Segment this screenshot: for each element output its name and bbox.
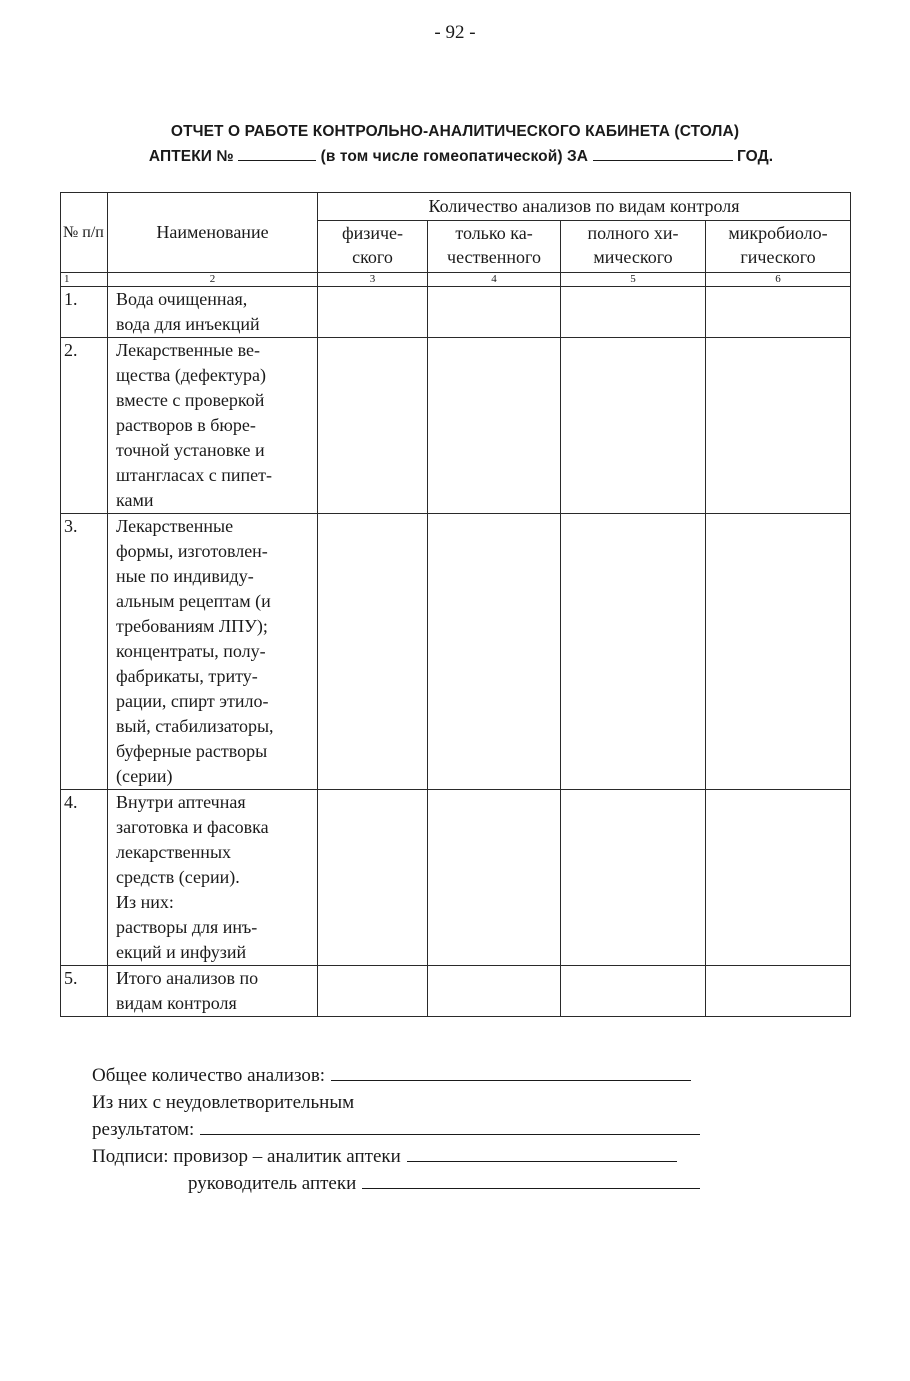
header-column-3: физиче- ского — [318, 221, 428, 273]
signature-analyst-label: Подписи: провизор – аналитик аптеки — [92, 1146, 401, 1167]
row-name-line: средств (серии). — [116, 867, 240, 887]
analysis-count-cell[interactable] — [428, 966, 561, 1017]
row-name-line: ные по индивиду- — [116, 566, 254, 586]
column-index: 1 — [61, 273, 108, 287]
row-name-line: концентраты, полу- — [116, 641, 266, 661]
row-name-line: (серии) — [116, 766, 173, 786]
analysis-count-cell[interactable] — [318, 790, 428, 966]
row-name-line: рации, спирт этило- — [116, 691, 269, 711]
analysis-count-cell[interactable] — [428, 790, 561, 966]
column-index: 2 — [108, 273, 318, 287]
row-name-line: Внутри аптечная — [116, 792, 246, 812]
column-index: 4 — [428, 273, 561, 287]
row-name-line: точной установке и — [116, 440, 265, 460]
row-name-line: Из них: — [116, 892, 174, 912]
column-index: 3 — [318, 273, 428, 287]
analysis-count-cell[interactable] — [561, 790, 706, 966]
page-number: - 92 - — [434, 22, 476, 43]
row-name-line: штангласах с пипет- — [116, 465, 272, 485]
table-row — [61, 790, 851, 966]
header-column-4: только ка- чественного — [428, 221, 561, 273]
row-name-line: Лекарственные — [116, 516, 234, 536]
row-number: 2. — [61, 338, 108, 514]
header-column-5: полного хи- мического — [561, 221, 706, 273]
analysis-count-cell[interactable] — [428, 287, 561, 338]
row-name-line: лекарственных — [116, 842, 232, 862]
pharmacy-number-field[interactable] — [238, 146, 316, 161]
row-name-line: Вода очищенная, — [116, 289, 248, 309]
analysis-count-cell[interactable] — [428, 338, 561, 514]
row-name-line: растворы для инъ- — [116, 917, 258, 937]
row-name-line: растворов в бюре- — [116, 415, 256, 435]
table-row — [61, 966, 851, 1017]
column-index: 5 — [561, 273, 706, 287]
analysis-count-cell[interactable] — [428, 514, 561, 790]
table-row — [61, 338, 851, 514]
analysis-count-cell[interactable] — [706, 966, 851, 1017]
row-name-line: буферные растворы — [116, 741, 268, 761]
row-name-line: вый, стабилизаторы, — [116, 716, 274, 736]
row-name-line: формы, изготовлен- — [116, 541, 268, 561]
row-name-line: требованиям ЛПУ); — [116, 616, 268, 636]
analysis-count-cell[interactable] — [561, 338, 706, 514]
report-title: ОТЧЕТ О РАБОТЕ КОНТРОЛЬНО-АНАЛИТИЧЕСКОГО КАБИНЕТА (СТОЛА) — [170, 123, 740, 140]
unsatisfactory-label-cont: результатом: — [92, 1119, 195, 1140]
row-name-line: заготовка и фасовка — [116, 817, 269, 837]
analysis-count-cell[interactable] — [318, 966, 428, 1017]
signature-analyst-field[interactable] — [407, 1143, 677, 1162]
period-field[interactable] — [593, 146, 733, 161]
analysis-count-cell[interactable] — [561, 287, 706, 338]
row-name-line: вода для инъекций — [116, 314, 260, 334]
analysis-count-cell[interactable] — [318, 514, 428, 790]
row-name-line: Лекарственные ве- — [116, 340, 260, 360]
row-name-line: екций и инфузий — [116, 942, 247, 962]
row-name — [108, 514, 318, 790]
signature-head-label: руководитель аптеки — [188, 1173, 357, 1194]
signature-head-field[interactable] — [362, 1170, 700, 1189]
row-number: 1. — [61, 287, 108, 338]
header-number: № п/п — [61, 193, 108, 273]
row-number: 4. — [61, 790, 108, 966]
row-name-line: видам контроля — [116, 993, 237, 1013]
analysis-count-cell[interactable] — [561, 514, 706, 790]
column-index: 6 — [706, 273, 851, 287]
row-name — [108, 966, 318, 1017]
analysis-count-cell[interactable] — [318, 287, 428, 338]
row-name — [108, 287, 318, 338]
report-table — [60, 192, 851, 1017]
row-number: 3. — [61, 514, 108, 790]
analysis-count-cell[interactable] — [706, 790, 851, 966]
total-analyses-label: Общее количество анализов: — [92, 1065, 326, 1086]
row-name-line: Итого анализов по — [116, 968, 259, 988]
total-analyses-field[interactable] — [331, 1062, 691, 1081]
homeopathic-note: (в том числе гомеопатической) ЗА — [320, 148, 589, 165]
report-subtitle — [6, 146, 910, 166]
table-row — [61, 514, 851, 790]
year-label: ГОД. — [736, 148, 774, 165]
row-name-line: альным рецептам (и — [116, 591, 271, 611]
table-row — [61, 287, 851, 338]
analysis-count-cell[interactable] — [561, 966, 706, 1017]
analysis-count-cell[interactable] — [318, 338, 428, 514]
header-column-6: микробиоло- гического — [706, 221, 851, 273]
row-number: 5. — [61, 966, 108, 1017]
row-name-line: вместе с проверкой — [116, 390, 265, 410]
row-name-line: фабрикаты, триту- — [116, 666, 258, 686]
analysis-count-cell[interactable] — [706, 514, 851, 790]
header-analysis-group: Количество анализов по видам контроля — [318, 193, 851, 221]
row-name — [108, 338, 318, 514]
report-footer — [92, 1062, 792, 1197]
analysis-count-cell[interactable] — [706, 287, 851, 338]
unsatisfactory-label: Из них с неудовлетворительным — [92, 1092, 355, 1113]
row-name-line: щества (дефектура) — [116, 365, 267, 385]
header-name: Наименование — [108, 193, 318, 273]
pharmacy-number-label: АПТЕКИ № — [148, 148, 234, 165]
row-name — [108, 790, 318, 966]
analysis-count-cell[interactable] — [706, 338, 851, 514]
unsatisfactory-field[interactable] — [200, 1116, 700, 1135]
row-name-line: ками — [116, 490, 154, 510]
